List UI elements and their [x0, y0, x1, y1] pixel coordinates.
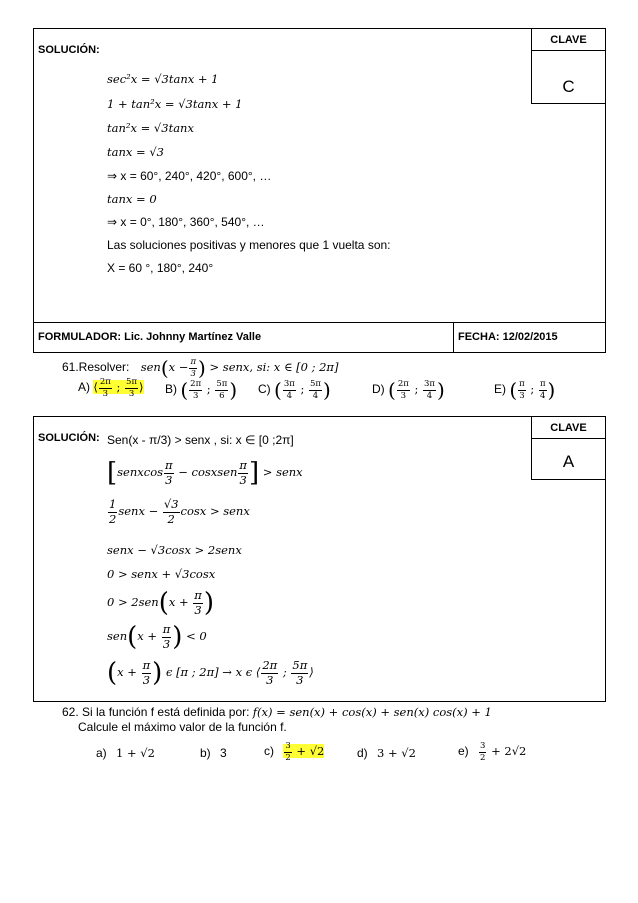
frac-den: 4: [426, 390, 433, 401]
option-letter: A): [78, 380, 90, 394]
option-a: [96, 746, 155, 760]
frac-num: 2π: [190, 379, 202, 389]
option-d: [372, 378, 445, 402]
option-b: [165, 378, 237, 402]
option-text: + √2: [296, 744, 325, 758]
frac-num: π: [539, 379, 546, 389]
solution-line: ⇒ x = 60°, 240°, 420°, 600°, …: [107, 169, 272, 183]
option-letter: e): [458, 744, 469, 758]
option-letter: D): [372, 382, 385, 396]
option-letter: C): [258, 382, 271, 396]
frac-num: 5π: [126, 377, 138, 387]
option-e: [494, 378, 555, 402]
question-62-text: 62. Si la función f está definida por:: [62, 705, 250, 719]
solucion-label: SOLUCIÓN:: [38, 44, 100, 56]
question-61-formula: sen(x − $\frac{\pi}{3}$ ): [140, 356, 206, 380]
option-letter: a): [96, 746, 107, 760]
frac-den: 3: [102, 388, 109, 399]
frac-num: 2π: [397, 379, 409, 389]
frac-den: 6: [219, 390, 225, 401]
option-b-value: ( $\frac{2\pi}{3}$ ; $\frac{5\pi}{6}$ ): [180, 378, 238, 402]
frac-num: 5π: [216, 379, 228, 389]
option-a-value: ⟨ $\frac{2\pi}{3}$ ; $\frac{5\pi}{3}$ ⟩: [93, 377, 144, 399]
solution-line: tanx = 0: [107, 192, 157, 206]
option-c-value: [283, 741, 325, 763]
solution-line: sen(x + $\frac{\pi}{3}$ ) < 0: [107, 622, 207, 652]
option-a: [78, 378, 144, 398]
frac-den: 3: [128, 388, 135, 399]
solution-line: 1 + tan²x = √3tanx + 1: [107, 97, 243, 111]
solution-line: (x + $\frac{\pi}{3}$ ) ϵ [π ; 2π] → x ϵ ⟨ $\frac{2\pi}{3}$ ; $\frac{5\pi}{3}$ ⟩: [107, 658, 314, 688]
option-b-value: 3: [220, 746, 227, 760]
option-b: [200, 746, 227, 760]
solution-line: $\frac{1}{2}$ senx − $\frac{√3}{2}$ cosx > senx: [109, 497, 250, 526]
frac-den: 2: [285, 752, 291, 763]
clave-value: A: [562, 452, 575, 471]
solution-line: Sen(x - π/3) > senx , si: x ∈ [0 ;2π]: [107, 433, 294, 447]
option-c: [258, 378, 331, 402]
question-62-line2: Calcule el máximo valor de la función f.: [78, 720, 287, 734]
solution-line: 0 > senx + √3cosx: [107, 567, 216, 581]
frac-num: 3π: [424, 379, 436, 389]
solution-line: [senxcos $\frac{\pi}{3}$ − cosxsen $\frac{\pi}{3}$ ] > senx: [107, 458, 303, 488]
frac-den: 4: [540, 390, 546, 401]
frac-den: 2: [480, 752, 486, 763]
question-61-condition: > senx, si: x ∈ [0 ; 2π]: [209, 360, 339, 374]
solution-line: senx − √3cosx > 2senx: [107, 543, 242, 557]
option-e-value: ( $\frac{\pi}{3}$ ; $\frac{\pi}{4}$ ): [509, 378, 556, 402]
option-a-value: 1 + √2: [116, 746, 155, 760]
solution-line: sec²x = √3tanx + 1: [107, 72, 219, 86]
divider: [531, 438, 606, 439]
frac-num: 3π: [283, 379, 295, 389]
option-e-value: [478, 741, 527, 763]
option-letter: B): [165, 382, 177, 396]
frac-num: 5π: [310, 379, 322, 389]
fecha-label: FECHA: 12/02/2015: [458, 331, 558, 343]
solution-line: tanx = √3: [107, 145, 164, 159]
clave-value: C: [562, 77, 575, 96]
frac-den: 3: [400, 390, 407, 401]
frac-den: 3: [519, 390, 525, 401]
frac-num: 3: [480, 741, 486, 751]
option-letter: E): [494, 382, 506, 396]
frac-num: 3: [285, 741, 291, 751]
option-text: + 2√2: [491, 744, 527, 758]
divider: [453, 322, 454, 353]
rhs: < 0: [186, 629, 207, 643]
divider: [531, 50, 606, 51]
frac-den: 3: [192, 390, 199, 401]
question-62-formula: f(x) = sen(x) + cos(x) + sen(x) cos(x) + 1: [252, 705, 492, 719]
frac-den: 4: [312, 390, 319, 401]
question-61-prefix: 61.Resolver:: [62, 360, 130, 374]
clave-label: CLAVE: [550, 34, 587, 46]
frac-num: π: [519, 379, 525, 389]
question-62: [62, 705, 492, 719]
clave-label: CLAVE: [550, 422, 587, 434]
solution-line: X = 60 °, 180°, 240°: [107, 261, 214, 275]
option-letter: b): [200, 746, 211, 760]
solution-line: ⇒ x = 0°, 180°, 360°, 540°, …: [107, 215, 265, 229]
solution-line: tan²x = √3tanx: [107, 121, 194, 135]
option-c-value: ( $\frac{3\pi}{4}$ ; $\frac{5\pi}{4}$ ): [274, 378, 331, 402]
option-d-value: 3 + √2: [377, 746, 416, 760]
divider: [33, 322, 606, 323]
option-d-value: ( $\frac{2\pi}{3}$ ; $\frac{3\pi}{4}$ ): [388, 378, 445, 402]
option-c: [264, 742, 324, 762]
interval: ϵ [π ; 2π] → x ϵ: [165, 665, 253, 679]
option-letter: d): [357, 746, 368, 760]
solution-line: Las soluciones positivas y menores que 1 vuelta son:: [107, 238, 391, 252]
option-letter: c): [264, 744, 274, 758]
option-d: [357, 746, 416, 760]
option-e: [458, 742, 526, 762]
solution-line: 0 > 2sen(x + $\frac{\pi}{3}$ ): [107, 588, 215, 618]
rhs: > senx: [262, 465, 303, 479]
formulador-label: FORMULADOR: Lic. Johnny Martínez Valle: [38, 331, 262, 343]
frac-num: 2π: [99, 377, 111, 387]
solucion-label: SOLUCIÓN:: [38, 432, 100, 444]
frac-den: 4: [286, 390, 293, 401]
